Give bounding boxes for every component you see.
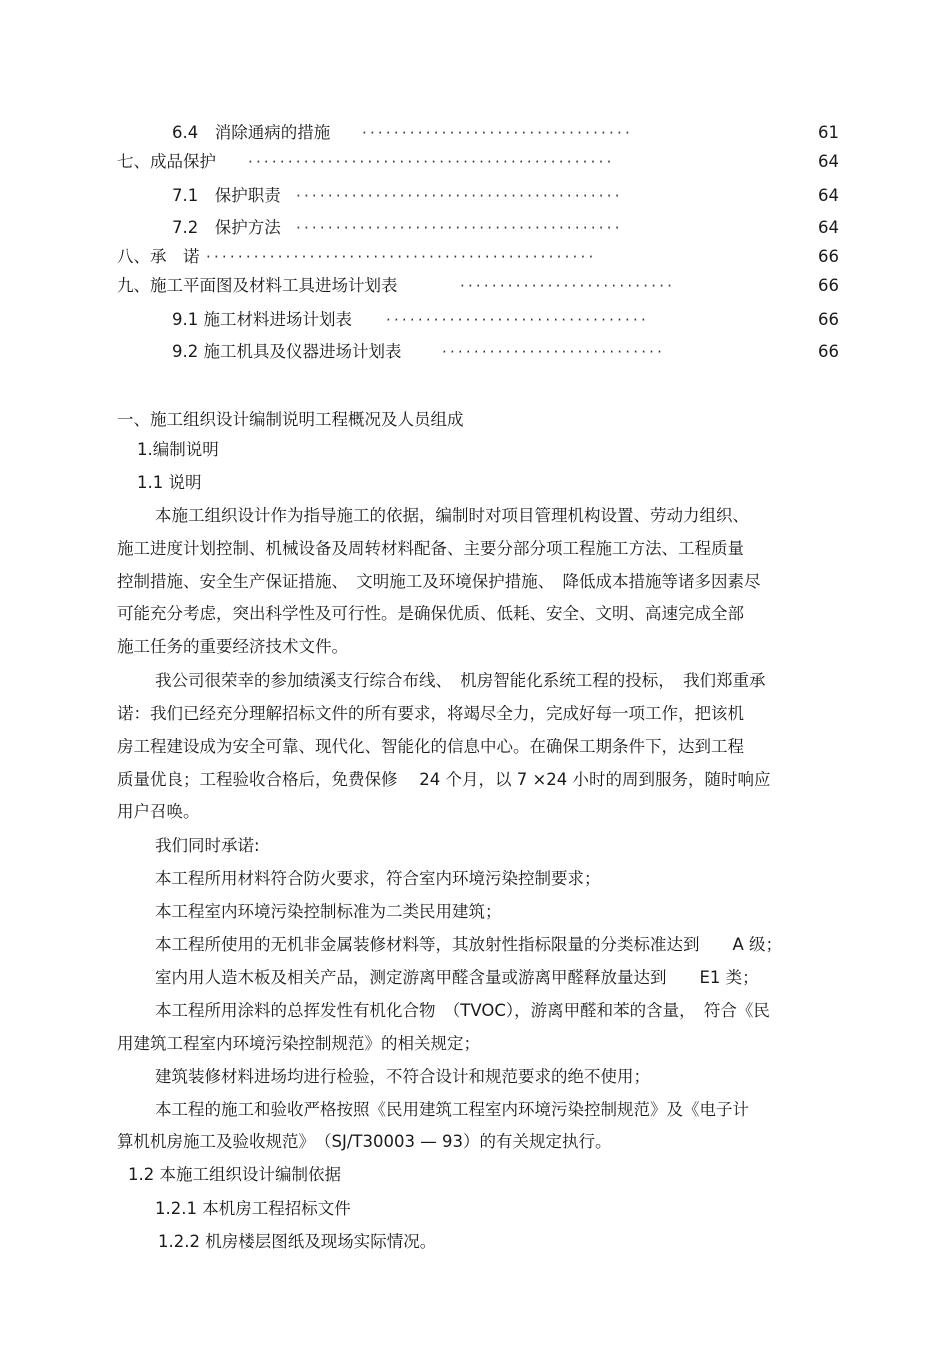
paragraph-line: 用户召唤。 <box>117 802 200 821</box>
toc-entry-label[interactable]: 七、成品保护 <box>117 152 216 171</box>
paragraph-line: 控制措施、安全生产保证措施、 文明施工及环境保护措施、 降低成本措施等诸多因素尽 <box>117 572 761 591</box>
toc-leader-dots: ·································· <box>362 124 633 142</box>
toc-leader-dots: ········································· <box>296 187 623 205</box>
paragraph-line: 本工程的施工和验收严格按照《民用建筑工程室内环境污染控制规范》及《电子计 <box>155 1100 749 1119</box>
paragraph-line: 诺：我们已经充分理解招标文件的所有要求，将竭尽全力，完成好每一项工作，把该机 <box>117 704 744 723</box>
toc-entry-label[interactable]: 9.2 施工机具及仪器进场计划表 <box>172 342 402 361</box>
paragraph-line: 本工程室内环境污染控制标准为二类民用建筑； <box>155 902 502 921</box>
toc-entry-label[interactable]: 7.1 保护职责 <box>172 186 281 205</box>
subsection-heading: 1.2.1 本机房工程招标文件 <box>155 1199 351 1218</box>
toc-entry-page: 66 <box>818 342 839 361</box>
subsection-heading: 1.2.2 机房楼层图纸及现场实际情况。 <box>158 1232 437 1251</box>
paragraph-line: 用建筑工程室内环境污染控制规范》的相关规定； <box>117 1034 480 1053</box>
paragraph-line: 本施工组织设计作为指导施工的依据，编制时对项目管理机构设置、劳动力组织、 <box>155 506 749 525</box>
subsection-heading: 1.2 本施工组织设计编制依据 <box>128 1165 341 1184</box>
toc-entry-page: 66 <box>818 310 839 329</box>
paragraph-line: 建筑装修材料进场均进行检验，不符合设计和规范要求的绝不使用； <box>155 1067 650 1086</box>
paragraph-line: 房工程建设成为安全可靠、现代化、智能化的信息中心。在确保工期条件下，达到工程 <box>117 737 744 756</box>
paragraph-line: 我公司很荣幸的参加绩溪支行综合布线、 机房智能化系统工程的投标， 我们郑重承 <box>155 671 766 690</box>
toc-entry-page: 61 <box>818 123 839 142</box>
toc-leader-dots: ···························· <box>442 343 666 361</box>
paragraph-line: 室内用人造木板及相关产品，测定游离甲醛含量或游离甲醛释放量达到 E1 类； <box>155 968 759 987</box>
toc-entry-label[interactable]: 八、承 诺 <box>117 247 200 266</box>
paragraph-line: 本工程所用涂料的总挥发性有机化合物 （TVOC），游离甲醛和苯的含量， 符合《民 <box>155 1001 770 1020</box>
toc-leader-dots: ································· <box>386 311 649 329</box>
paragraph-line: 施工任务的重要经济技术文件。 <box>117 637 348 656</box>
paragraph-line: 质量优良；工程验收合格后，免费保修 24 个月，以 7 ×24 小时的周到服务，随时响应 <box>117 770 771 789</box>
toc-leader-dots: ·············································· <box>248 153 615 171</box>
paragraph-line: 施工进度计划控制、机械设备及周转材料配备、主要分部分项工程施工方法、工程质量 <box>117 539 744 558</box>
subsection-heading: 1.编制说明 <box>137 440 219 459</box>
toc-entry-label[interactable]: 9.1 施工材料进场计划表 <box>172 310 352 329</box>
toc-leader-dots: ················································· <box>206 248 597 266</box>
paragraph-line: 本工程所用材料符合防火要求，符合室内环境污染控制要求； <box>155 869 601 888</box>
toc-entry-label[interactable]: 6.4 消除通病的措施 <box>172 123 331 142</box>
toc-entry-page: 66 <box>818 247 839 266</box>
paragraph-line: 算机机房施工及验收规范》 （SJ/T30003 — 93）的有关规定执行。 <box>117 1132 612 1151</box>
toc-entry-page: 64 <box>818 186 839 205</box>
subsection-heading: 1.1 说明 <box>137 473 202 492</box>
toc-entry-page: 64 <box>818 218 839 237</box>
toc-entry-page: 66 <box>818 276 839 295</box>
toc-entry-page: 64 <box>818 152 839 171</box>
toc-entry-label[interactable]: 7.2 保护方法 <box>172 218 281 237</box>
paragraph-line: 本工程所使用的无机非金属装修材料等，其放射性指标限量的分类标准达到 A 级； <box>155 935 783 954</box>
paragraph-line: 我们同时承诺: <box>155 836 260 855</box>
toc-leader-dots: ··························· <box>460 277 676 295</box>
toc-entry-label[interactable]: 九、施工平面图及材料工具进场计划表 <box>117 276 398 295</box>
toc-leader-dots: ········································· <box>296 219 623 237</box>
section-heading: 一、施工组织设计编制说明工程概况及人员组成 <box>117 410 464 429</box>
paragraph-line: 可能充分考虑，突出科学性及可行性。是确保优质、低耗、安全、文明、高速完成全部 <box>117 604 744 623</box>
